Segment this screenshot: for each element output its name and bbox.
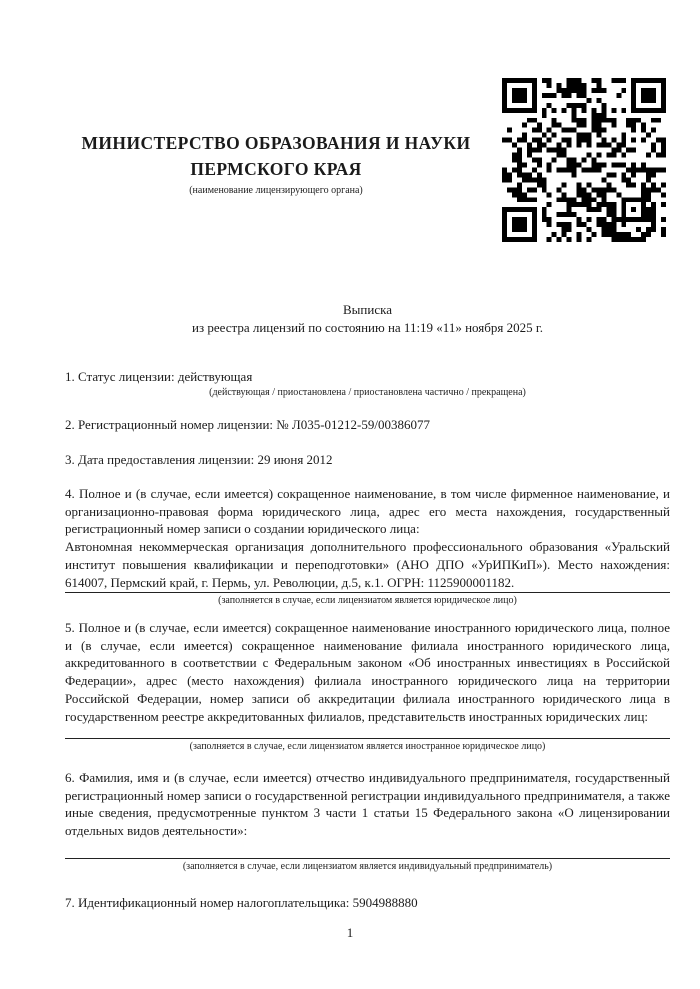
legal-entity-underline — [65, 592, 670, 593]
taxpayer-number-text: 7. Идентификационный номер налогоплательщика: 5904988880 — [65, 895, 418, 910]
field-legal-entity — [65, 485, 670, 607]
title-line: Выписка — [343, 302, 392, 317]
foreign-entity-underline — [65, 738, 670, 739]
license-grant-date-text: 3. Дата предоставления лицензии: 29 июня 2012 — [65, 452, 333, 467]
ministry-header — [65, 130, 487, 197]
individual-entrepreneur-underline — [65, 858, 670, 859]
page-number: 1 — [346, 925, 354, 940]
individual-entrepreneur-caption: (заполняется в случае, если лицензиатом является индивидуальный предприниматель) — [182, 860, 553, 872]
field-taxpayer-number — [65, 894, 670, 912]
document-title — [65, 301, 670, 336]
foreign-entity-prompt: 5. Полное и (в случае, если имеется) сокращенное наименование иностранного юридического лица, полное и (в случае, если имеется) сокращенное наименование филиала иностранного юридического лица, аккредитованного в соответствии с Федеральным законом «Об иностранных инвестициях в Российской Федерации», адрес (место нахождения) филиала иностранного юридического лица на территории Российской Федерации, номер записи об аккредитации филиала иностранного юридического лица в государственном реестре аккредитованных филиалов, представительств иностранных юридических лиц: — [65, 620, 670, 724]
field-license-grant-date — [65, 451, 670, 469]
field-license-status — [65, 368, 670, 399]
license-status-text: 1. Статус лицензии: действующая — [65, 369, 253, 384]
legal-entity-value: Автономная некоммерческая организация дополнительного профессионального образования «Уральский институт повышения квалификации и переподготовки» (АНО ДПО «УрИПКиП»). Место нахождения: 614007, Пермский край, г. Пермь, ул. Революции, д.5, к.1. ОГРН: 1125900001182. — [65, 539, 670, 590]
license-status-options-caption: (действующая / приостановлена / приостановлена частично / прекращена) — [209, 386, 526, 398]
ministry-name-line1: МИНИСТЕРСТВО ОБРАЗОВАНИЯ И НАУКИ — [81, 133, 471, 153]
legal-entity-prompt: 4. Полное и (в случае, если имеется) сокращенное наименование, в том числе фирменное наименование, и организационно-правовая форма юридического лица, адрес его места нахождения, государственный регистрационный номер записи о создании юридического лица: — [65, 486, 670, 537]
field-registration-number — [65, 416, 670, 434]
legal-entity-caption: (заполняется в случае, если лицензиатом является юридическое лицо) — [218, 595, 517, 607]
title-date-line: из реестра лицензий по состоянию на 11:19 «11» ноября 2025 г. — [192, 319, 543, 335]
foreign-entity-caption: (заполняется в случае, если лицензиатом является иностранное юридическое лицо) — [189, 741, 546, 753]
qr-code-icon — [502, 78, 666, 242]
individual-entrepreneur-prompt: 6. Фамилия, имя и (в случае, если имеется) отчество индивидуального предпринимателя, государственный регистрационный номер записи о государственной регистрации индивидуального предпринимателя, а также иные сведения, предусмотренные пунктом 3 части 1 статьи 15 Федерального закона «О лицензировании отдельных видов деятельности»: — [65, 770, 670, 839]
ministry-name-line2: ПЕРМСКОГО КРАЯ — [190, 159, 362, 179]
field-foreign-entity — [65, 619, 670, 753]
licensing-authority-caption: (наименование лицензирующего органа) — [189, 185, 363, 196]
field-individual-entrepreneur — [65, 769, 670, 873]
registration-number-text: 2. Регистрационный номер лицензии: № Л035-01212-59/00386077 — [65, 417, 431, 432]
